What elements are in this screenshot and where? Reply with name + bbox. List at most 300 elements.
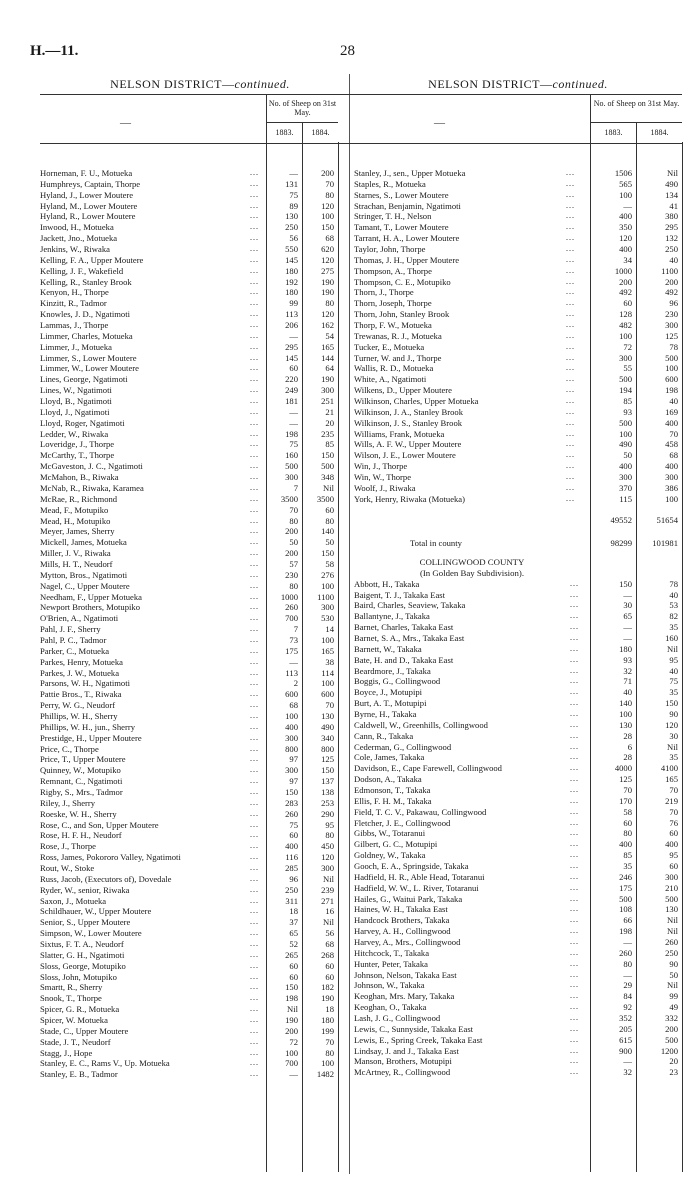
sheep-1883: 300 [619, 352, 632, 363]
owner-name: Pattie Bros., T., Riwaka [40, 689, 122, 700]
owner-name: Pahl, P. C., Tadmor [40, 634, 107, 645]
sheep-1884: 16 [325, 906, 334, 917]
sheep-1883: 50 [289, 537, 298, 548]
leader-dots: ... [570, 730, 579, 740]
sheep-1884: 137 [321, 776, 334, 787]
table-row [354, 579, 682, 590]
leader-dots: ... [250, 189, 259, 199]
table-row [354, 850, 682, 861]
table-row [354, 331, 682, 342]
leader-dots: ... [570, 784, 579, 794]
leader-dots: ... [250, 320, 259, 330]
sheep-1883: 80 [289, 515, 298, 526]
owner-name: Hadfield, W. W., L. River, Totaranui [354, 882, 479, 893]
sheep-1883: 260 [619, 947, 632, 958]
sheep-1884: 100 [665, 493, 678, 504]
owner-name: Byrne, H., Takaka [354, 708, 417, 719]
leader-dots: ... [250, 352, 259, 362]
leader-dots: ... [566, 309, 575, 319]
table-row [354, 190, 682, 201]
sheep-1884: 169 [665, 406, 678, 417]
owner-name: Ryder, W., senior, Riwaka [40, 884, 130, 895]
sheep-1884: 130 [321, 710, 334, 721]
table-row [354, 948, 682, 959]
collingwood-rows [354, 579, 682, 1079]
sheep-1883: 150 [285, 786, 298, 797]
section-title: COLLINGWOOD COUNTY [419, 556, 525, 567]
leader-dots: ... [250, 363, 259, 373]
owner-name: Cole, James, Takaka [354, 752, 425, 763]
leader-dots: ... [566, 450, 575, 460]
sheep-1884: 200 [321, 168, 334, 178]
table-row [40, 179, 360, 190]
owner-name: Limmer, S., Lower Moutere [40, 352, 137, 363]
sheep-1883: 260 [285, 602, 298, 613]
sheep-1884: 1100 [661, 265, 678, 276]
sheep-1883: — [289, 417, 298, 428]
table-row [40, 1015, 360, 1026]
sheep-1883: — [289, 330, 298, 341]
sheep-1883: 32 [623, 1067, 632, 1078]
sheep-1883: 100 [619, 330, 632, 341]
left-year-1883: 1883. [266, 123, 302, 143]
sheep-1883: 65 [289, 928, 298, 939]
sheep-1884: 40 [669, 589, 678, 600]
sheep-1884: 400 [665, 461, 678, 472]
sheep-1883: 198 [619, 926, 632, 937]
leader-dots: ... [570, 752, 579, 762]
sheep-1884: 253 [321, 797, 334, 808]
table-row [354, 590, 682, 601]
sheep-1884: 458 [665, 439, 678, 450]
owner-name: Thompson, A., Thorpe [354, 265, 432, 276]
sheep-1884: 49 [669, 1002, 678, 1013]
owner-name: Ledder, W., Riwaka [40, 428, 109, 439]
sheep-1884: Nil [323, 917, 334, 928]
table-row [354, 1056, 682, 1067]
sheep-1883: 1506 [614, 168, 632, 178]
sheep-1884: 134 [665, 189, 678, 200]
sheep-1884: 250 [665, 244, 678, 255]
sheep-1883: 150 [619, 578, 632, 589]
owner-name: Baigent, T. J., Takaka East [354, 589, 446, 600]
owner-name: Roeske, W. H., Sherry [40, 808, 117, 819]
table-row [354, 233, 682, 244]
leader-dots: ... [570, 1045, 579, 1055]
table-row [40, 266, 360, 277]
owner-name: Rose, H. F. H., Neudorf [40, 830, 122, 841]
sheep-1884: 150 [665, 698, 678, 709]
sheep-1884: 75 [669, 676, 678, 687]
leader-dots: ... [570, 676, 579, 686]
sheep-1884: 332 [665, 1013, 678, 1024]
owner-name: Boggis, G., Collingwood [354, 676, 441, 687]
sheep-1883: 600 [285, 689, 298, 700]
table-row [354, 698, 682, 709]
sheep-1884: 500 [665, 352, 678, 363]
table-row [40, 168, 360, 179]
sheep-1883: 2 [293, 678, 298, 689]
owner-name: Kelling, J. F., Wakefield [40, 265, 124, 276]
sheep-1883: — [623, 589, 632, 600]
sheep-1883: 7 [293, 482, 298, 493]
table-row [40, 429, 360, 440]
left-name-header: — [120, 117, 131, 129]
sheep-1884: 190 [321, 993, 334, 1004]
owner-name: Stagg, J., Hope [40, 1047, 93, 1058]
table-row [40, 222, 360, 233]
owner-name: Spicer, W. Motueka [40, 1015, 108, 1026]
leader-dots: ... [250, 873, 259, 883]
leader-dots: ... [250, 254, 259, 264]
sheep-1883: 60 [289, 363, 298, 374]
left-year-1884: 1884. [302, 123, 338, 143]
sheep-1883: 250 [285, 222, 298, 233]
sheep-1884: 76 [669, 817, 678, 828]
owner-name: Thompson, C. E., Motupiko [354, 276, 451, 287]
column-rule [590, 142, 591, 1172]
table-row [354, 644, 682, 655]
leader-dots: ... [250, 580, 259, 590]
leader-dots: ... [250, 222, 259, 232]
owner-name: Horneman, F. U., Motueka [40, 168, 133, 178]
sheep-1883: 18 [289, 906, 298, 917]
sheep-1883: 80 [289, 580, 298, 591]
leader-dots: ... [250, 374, 259, 384]
right-name-header: — [434, 117, 445, 129]
sheep-1884: 275 [321, 265, 334, 276]
table-row [40, 353, 360, 364]
owner-name: Thorn, Joseph, Thorpe [354, 298, 432, 309]
owner-name: Price, C., Thorpe [40, 743, 99, 754]
sheep-1883: 295 [285, 341, 298, 352]
owner-name: Ellis, F. H. M., Takaka [354, 795, 432, 806]
leader-dots: ... [570, 600, 579, 610]
sheep-1883: 72 [289, 1036, 298, 1047]
right-year-1884: 1884. [636, 123, 682, 143]
sheep-1883: 180 [285, 287, 298, 298]
table-row [354, 904, 682, 915]
left-rows [40, 168, 360, 1080]
owner-name: Loveridge, J., Thorpe [40, 439, 115, 450]
owner-name: Edmonson, T., Takaka [354, 784, 431, 795]
leader-dots: ... [250, 211, 259, 221]
table-row [40, 700, 360, 711]
sheep-1884: 300 [665, 472, 678, 483]
owner-name: Senior, S., Upper Moutere [40, 917, 131, 928]
sheep-1883: 192 [285, 276, 298, 287]
owner-name: Snook, T., Thorpe [40, 993, 102, 1004]
sheep-1883: 350 [619, 222, 632, 233]
table-row [354, 872, 682, 883]
sheep-1883: 200 [285, 1025, 298, 1036]
sheep-1883: 140 [619, 698, 632, 709]
sheep-1883: 205 [619, 1023, 632, 1034]
leader-dots: ... [250, 786, 259, 796]
sheep-1884: Nil [667, 643, 678, 654]
table-row [354, 796, 682, 807]
table-row [40, 581, 360, 592]
owner-name: Riley, J., Sherry [40, 797, 96, 808]
sheep-1884: 132 [665, 233, 678, 244]
leader-dots: ... [566, 276, 575, 286]
sheep-1884: 100 [321, 678, 334, 689]
sheep-1883: 93 [623, 406, 632, 417]
sheep-1884: 70 [325, 700, 334, 711]
table-row [354, 494, 682, 505]
owner-name: Thorp, F. W., Motueka [354, 320, 432, 331]
table-row [354, 970, 682, 981]
table-row [40, 896, 360, 907]
table-row [40, 407, 360, 418]
sheep-1883: 96 [289, 873, 298, 884]
table-row [354, 687, 682, 698]
leader-dots: ... [570, 882, 579, 892]
sheep-1884: 70 [669, 784, 678, 795]
leader-dots: ... [250, 602, 259, 612]
page-number: 28 [340, 43, 355, 59]
table-row [40, 570, 360, 581]
sheep-1883: 130 [285, 211, 298, 222]
table-row [40, 233, 360, 244]
table-row [40, 809, 360, 820]
leader-dots: ... [570, 578, 579, 588]
owner-name: Kelling, F. A., Upper Moutere [40, 254, 144, 265]
table-row [354, 774, 682, 785]
leader-dots: ... [570, 893, 579, 903]
owner-name: Keoghan, O., Takaka [354, 1002, 427, 1013]
sheep-1884: 386 [665, 482, 678, 493]
sheep-1884: 40 [669, 254, 678, 265]
table-row [40, 277, 360, 288]
leader-dots: ... [250, 841, 259, 851]
county-total-row [354, 533, 682, 553]
sheep-1883: 206 [285, 320, 298, 331]
owner-name: Kinzitt, R., Tadmor [40, 298, 107, 309]
owner-name: Manson, Brothers, Motupipi [354, 1056, 452, 1067]
table-row [354, 655, 682, 666]
sheep-1884: 250 [665, 947, 678, 958]
owner-name: Tarrant, H. A., Lower Moutere [354, 233, 460, 244]
owner-name: Win, W., Thorpe [354, 472, 412, 483]
sheep-1883: 6 [627, 741, 632, 752]
sheep-1884: 40 [669, 665, 678, 676]
owner-name: Handcock Brothers, Takaka [354, 915, 450, 926]
owner-name: Saxon, J., Motueka [40, 895, 107, 906]
owner-name: Hyland, M., Lower Moutere [40, 200, 138, 211]
sheep-1883: 230 [285, 569, 298, 580]
table-row [354, 407, 682, 418]
table-row [354, 1035, 682, 1046]
sheep-1884: 60 [669, 828, 678, 839]
table-row [354, 991, 682, 1002]
sheep-1883: — [623, 200, 632, 211]
sheep-1884: 268 [321, 949, 334, 960]
owner-name: Lloyd, B., Ngatimoti [40, 396, 112, 407]
leader-dots: ... [250, 504, 259, 514]
owner-name: Davidson, E., Cape Farewell, Collingwood [354, 763, 502, 774]
sheep-1884: 70 [325, 178, 334, 189]
owner-name: Beardmore, J., Takaka [354, 665, 431, 676]
sheep-1884: 68 [325, 233, 334, 244]
leader-dots: ... [570, 741, 579, 751]
sheep-1884: 200 [665, 276, 678, 287]
table-row [40, 1004, 360, 1015]
sheep-1884: Nil [323, 873, 334, 884]
sheep-1884: 300 [321, 385, 334, 396]
sheep-1883: 265 [285, 949, 298, 960]
sheep-1883: 900 [619, 1045, 632, 1056]
column-rule [302, 142, 303, 1172]
owner-name: Mickell, James, Motueka [40, 537, 127, 548]
table-row [354, 244, 682, 255]
sheep-1884: 290 [321, 808, 334, 819]
owner-name: White, A., Ngatimoti [354, 374, 427, 385]
sheep-1883: 72 [623, 341, 632, 352]
sheep-1884: 138 [321, 786, 334, 797]
leader-dots: ... [250, 537, 259, 547]
owner-name: Quinney, W., Motupiko [40, 765, 121, 776]
owner-name: Boyce, J., Motupipi [354, 687, 423, 698]
owner-name: Abbott, H., Takaka [354, 578, 420, 589]
table-row [354, 450, 682, 461]
sheep-1883: — [289, 168, 298, 178]
left-district-title: NELSON DISTRICT—continued. [110, 77, 290, 91]
sheep-1884: 38 [325, 656, 334, 667]
owner-name: Lines, George, Ngatimoti [40, 374, 128, 385]
leader-dots: ... [570, 817, 579, 827]
leader-dots: ... [566, 244, 575, 254]
sheep-1884: Nil [323, 482, 334, 493]
sheep-1884: 140 [321, 526, 334, 537]
leader-dots: ... [570, 632, 579, 642]
leader-dots: ... [570, 1034, 579, 1044]
leader-dots: ... [250, 265, 259, 275]
sheep-1883: 550 [285, 244, 298, 255]
table-row [354, 883, 682, 894]
right-rows [354, 168, 682, 505]
sheep-1883: 80 [623, 958, 632, 969]
sheep-1884: 340 [321, 732, 334, 743]
sheep-1883: 75 [289, 439, 298, 450]
owner-name: Simpson, W., Lower Moutere [40, 928, 142, 939]
leader-dots: ... [566, 363, 575, 373]
sheep-1884: 70 [669, 806, 678, 817]
leader-dots: ... [250, 406, 259, 416]
sheep-1884: 300 [321, 863, 334, 873]
leader-dots: ... [566, 330, 575, 340]
leader-dots: ... [250, 472, 259, 482]
leader-dots: ... [570, 947, 579, 957]
leader-dots: ... [250, 309, 259, 319]
leader-dots: ... [250, 884, 259, 894]
sheep-1884: 300 [665, 871, 678, 882]
sheep-1884: 3500 [316, 493, 334, 504]
sheep-1883: 80 [623, 828, 632, 839]
owner-name: Lloyd, Roger, Ngatimoti [40, 417, 125, 428]
table-row [40, 592, 360, 603]
owner-name: Stanley, E. B., Tadmor [40, 1069, 118, 1080]
sheep-1883: 58 [623, 806, 632, 817]
sheep-1883: — [623, 937, 632, 947]
sheep-1884: 251 [321, 396, 334, 407]
owner-name: Gilbert, G. C., Motupipi [354, 839, 438, 850]
left-sheep-header: No. of Sheep on 31st May. [266, 95, 338, 123]
table-row [40, 711, 360, 722]
leader-dots: ... [566, 320, 575, 330]
owner-name: Wills, A. F. W., Upper Moutere [354, 439, 462, 450]
table-row [354, 298, 682, 309]
sheep-1883: 60 [289, 971, 298, 982]
table-row [40, 733, 360, 744]
owner-name: Fletcher, J. E., Collingwood [354, 817, 451, 828]
document-code: H.—11. [30, 43, 79, 59]
sheep-1884: 18 [325, 1004, 334, 1015]
sheep-1883: 400 [619, 211, 632, 222]
sheep-1884: 14 [325, 624, 334, 635]
leader-dots: ... [566, 233, 575, 243]
sheep-1884: 190 [321, 287, 334, 298]
leader-dots: ... [250, 765, 259, 775]
sheep-1884: 60 [669, 860, 678, 871]
sheep-1883: 130 [619, 719, 632, 730]
table-row [354, 396, 682, 407]
total-label: Total in county [410, 537, 462, 548]
sheep-1883: 55 [623, 363, 632, 374]
sheep-1883: — [623, 632, 632, 643]
sheep-1884: 490 [321, 721, 334, 732]
sheep-1884: 182 [321, 982, 334, 993]
column-rule [338, 142, 339, 1172]
sheep-1884: 160 [665, 632, 678, 643]
owner-name: Dodson, A., Takaka [354, 774, 422, 785]
owner-name: Tucker, E., Motueka [354, 341, 425, 352]
table-row [40, 820, 360, 831]
sheep-1883: 198 [285, 993, 298, 1004]
sheep-1884: 35 [669, 752, 678, 763]
leader-dots: ... [250, 634, 259, 644]
table-row [40, 450, 360, 461]
leader-dots: ... [250, 244, 259, 254]
leader-dots: ... [570, 850, 579, 860]
left-table-header [40, 94, 360, 144]
sheep-1883: — [623, 622, 632, 633]
leader-dots: ... [566, 493, 575, 503]
owner-name: Wilson, J. E., Lower Moutere [354, 450, 456, 461]
sheep-1883: 300 [285, 732, 298, 743]
table-row [40, 787, 360, 798]
leader-dots: ... [250, 200, 259, 210]
owner-name: Burt, A. T., Motupipi [354, 698, 427, 709]
leader-dots: ... [250, 396, 259, 406]
leader-dots: ... [250, 700, 259, 710]
leader-dots: ... [566, 374, 575, 384]
sheep-1883: 181 [285, 396, 298, 407]
sheep-1884: 50 [325, 537, 334, 548]
table-row [40, 993, 360, 1004]
table-row [40, 472, 360, 483]
sheep-1884: 125 [321, 754, 334, 765]
table-row [354, 839, 682, 850]
county-subtotal-row [354, 513, 682, 527]
sheep-1884: 1482 [316, 1069, 334, 1080]
leader-dots: ... [570, 1056, 579, 1066]
sheep-1883: 37 [289, 917, 298, 928]
leader-dots: ... [566, 352, 575, 362]
sheep-1884: 85 [325, 439, 334, 450]
sheep-1883: 246 [619, 871, 632, 882]
sheep-1883: 300 [285, 765, 298, 776]
